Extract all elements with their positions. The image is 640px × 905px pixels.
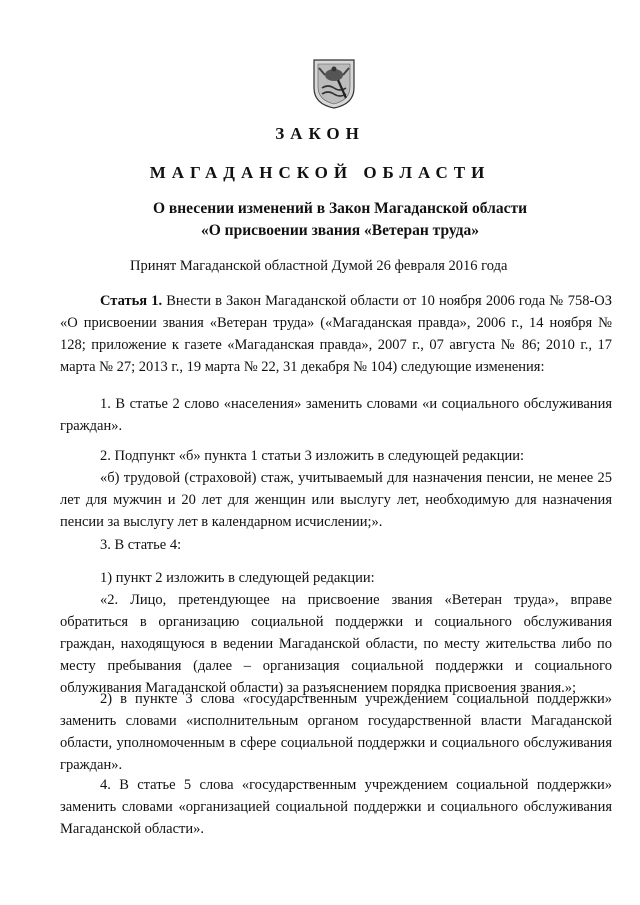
item-3-text: 3. В статье 4: bbox=[100, 537, 182, 553]
item-4-text: 4. В статье 5 слова «государственным учреждением социальной поддержки» заменить словами «организацией социальной поддержки и социального обслуживания Магаданской области». bbox=[60, 777, 612, 837]
item-2-paragraph bbox=[60, 445, 612, 533]
law-title-line-2: «О присвоении звания «Ветеран труда» bbox=[200, 222, 480, 239]
item-3-1-paragraph bbox=[60, 567, 612, 699]
item-3-2-paragraph bbox=[60, 688, 612, 776]
article-1-paragraph bbox=[60, 290, 612, 378]
adoption-note: Принят Магаданской областной Думой 26 февраля 2016 года bbox=[130, 258, 508, 274]
item-1-paragraph bbox=[60, 393, 612, 437]
document-type-heading: ЗАКОН bbox=[275, 124, 365, 143]
article-1-text: Внести в Закон Магаданской области от 10 ноября 2006 года № 758-ОЗ «О присвоении звания «Ветеран труда» («Магаданская правда», 2006 г., 14 ноября № 128; приложение к газете «Магаданская правда», 2007 г., 07 августа № 86; 2010 г., 17 марта № 27; 2013 г., 19 марта № 22, 31 декабря № 104) следующие изменения: bbox=[60, 293, 613, 375]
item-3-1-text: «2. Лицо, претендующее на присвоение звания «Ветеран труда», вправе обратиться в организацию социальной поддержки и социального обслуживания граждан, находящуюся в ведении Магаданской области, по месту жительства либо по месту пребывания (далее – организация социальной поддержки и социального облуживания Магаданской области) за разъяснением порядка присвоения звания.»; bbox=[60, 592, 612, 696]
article-1-label: Статья 1. bbox=[100, 293, 163, 309]
item-3-2-text: 2) в пункте 3 слова «государственным учреждением социальной поддержки» заменить словами «исполнительным органом государственной власти Магаданской области, уполномоченным в сфере социальной поддержки и социального обслуживания граждан». bbox=[60, 691, 612, 773]
coat-of-arms-emblem bbox=[312, 58, 356, 110]
region-heading: МАГАДАНСКОЙ ОБЛАСТИ bbox=[149, 163, 491, 182]
law-title bbox=[60, 198, 620, 242]
item-1-text: 1. В статье 2 слово «населения» заменить словами «и социального обслуживания граждан». bbox=[60, 396, 612, 434]
item-2-intro: 2. Подпункт «б» пункта 1 статьи 3 изложить в следующей редакции: bbox=[100, 448, 525, 464]
item-2-text: «б) трудовой (страховой) стаж, учитываемый для назначения пенсии, не менее 25 лет для мужчин и 20 лет для женщин или выслугу лет, необходимую для назначения пенсии за выслугу лет в календарном исчислении;». bbox=[60, 470, 612, 530]
law-title-line-1: О внесении изменений в Закон Магаданской области bbox=[152, 200, 528, 217]
item-4-paragraph bbox=[60, 774, 612, 840]
item-3-paragraph bbox=[60, 534, 612, 556]
coat-of-arms-icon bbox=[312, 58, 356, 110]
item-3-1-intro: 1) пункт 2 изложить в следующей редакции: bbox=[100, 570, 375, 586]
